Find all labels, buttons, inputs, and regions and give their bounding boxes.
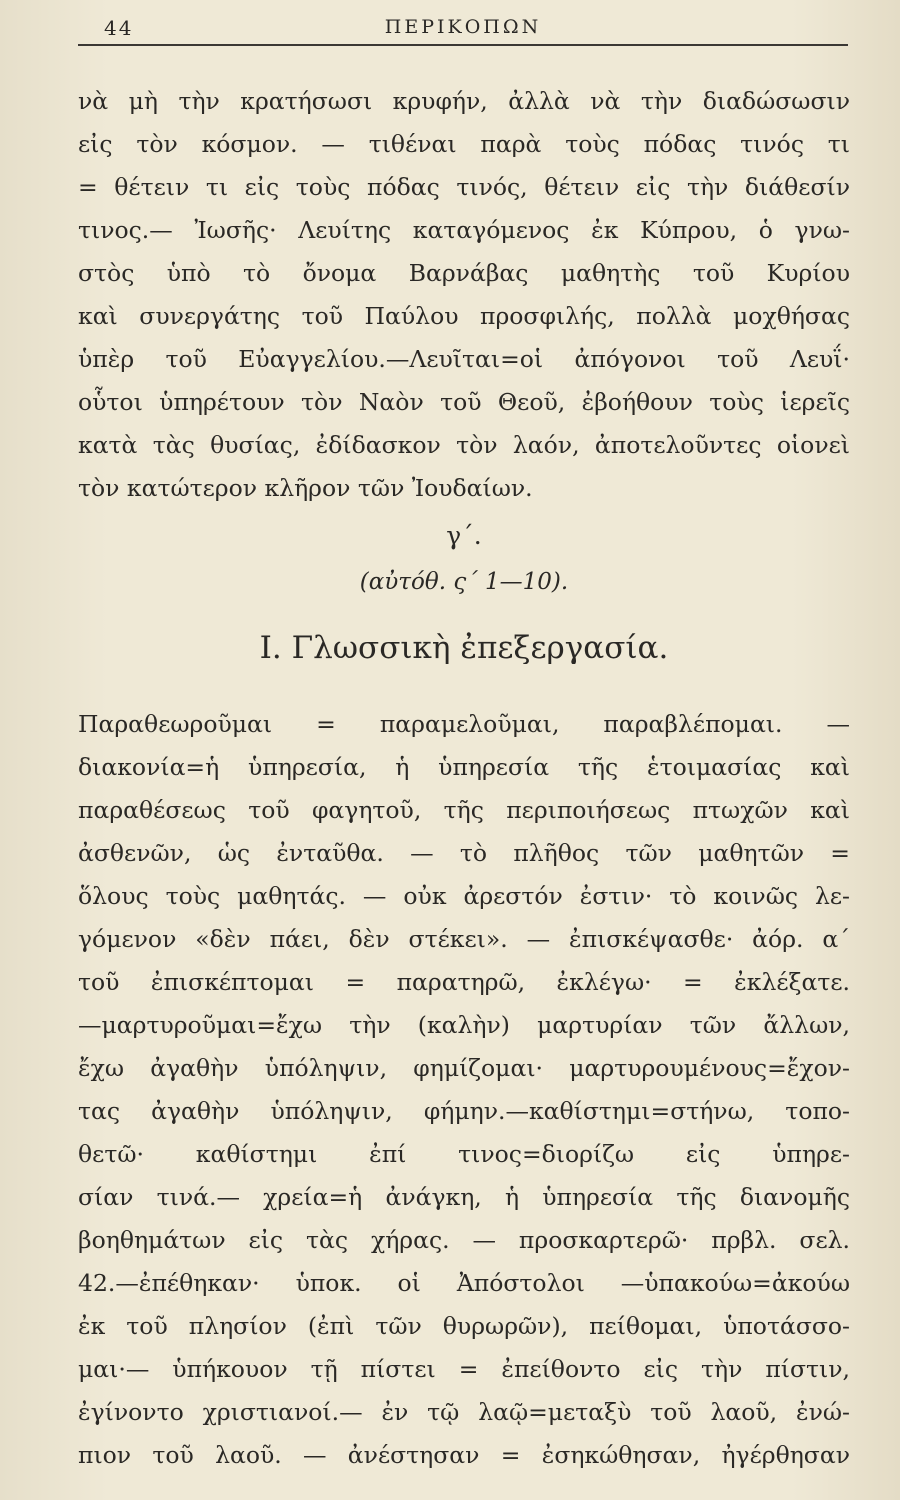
page-number: 44: [104, 16, 134, 40]
text-line: ὑπὲρ τοῦ Εὐαγγελίου.—Λευῖται=οἱ ἀπόγονοι τοῦ Λευΐ·: [78, 345, 850, 373]
text-line: μαι·— ὑπήκουον τῇ πίστει = ἐπείθοντο εἰς τὴν πίστιν,: [78, 1355, 850, 1383]
source-reference: (αὐτόθ. ς΄ 1—10).: [359, 569, 569, 595]
text-line: εἰς τὸν κόσμον. — τιθέναι παρὰ τοὺς πόδας τινός τι: [78, 130, 850, 158]
text-line: ἐγίνοντο χριστιανοί.— ἐν τῷ λαῷ=μεταξὺ τοῦ λαοῦ, ἐνώ-: [78, 1398, 850, 1426]
section-title: Ι. Γλωσσικὴ ἐπεξεργασία.: [259, 632, 669, 664]
text-line: —μαρτυροῦμαι=ἔχω τὴν (καλὴν) μαρτυρίαν τῶν ἄλλων,: [78, 1011, 850, 1039]
text-line: ὅλους τοὺς μαθητάς. — οὐκ ἀρεστόν ἐστιν· τὸ κοινῶς λε-: [78, 882, 850, 910]
text-line: τινος.— Ἰωσῆς· Λευίτης καταγόμενος ἐκ Κύπρου, ὁ γνω-: [78, 216, 850, 244]
text-line: σίαν τινά.— χρεία=ἡ ἀνάγκη, ἡ ὑπηρεσία τῆς διανομῆς: [78, 1183, 850, 1211]
text-line: 42.—ἐπέθηκαν· ὑποκ. οἱ Ἀπόστολοι —ὑπακούω=ἀκούω: [78, 1269, 850, 1297]
text-line: οὗτοι ὑπηρέτουν τὸν Ναὸν τοῦ Θεοῦ, ἐβοήθουν τοὺς ἱερεῖς: [78, 388, 850, 416]
page-header: [78, 14, 848, 46]
text-line: πιον τοῦ λαοῦ. — ἀνέστησαν = ἐσηκώθησαν, ἠγέρθησαν: [78, 1441, 850, 1469]
text-line: ἔχω ἀγαθὴν ὑπόληψιν, φημίζομαι· μαρτυρουμένους=ἔχον-: [78, 1054, 850, 1082]
text-line: βοηθημάτων εἰς τὰς χήρας. — προσκαρτερῶ· πρβλ. σελ.: [78, 1226, 850, 1254]
text-line: καὶ συνεργάτης τοῦ Παύλου προσφιλής, πολλὰ μοχθήσας: [78, 302, 850, 330]
text-line: τας ἀγαθὴν ὑπόληψιν, φήμην.—καθίστημι=στήνω, τοπο-: [78, 1097, 850, 1125]
text-line: γόμενον «δὲν πάει, δὲν στέκει». — ἐπισκέψασθε· ἀόρ. α΄: [78, 925, 850, 953]
running-head: ΠΕΡΙΚΟΠΩΝ: [384, 16, 542, 38]
text-line: διακονία=ἡ ὑπηρεσία, ἡ ὑπηρεσία τῆς ἑτοιμασίας καὶ: [78, 753, 850, 781]
text-line: θετῶ· καθίστημι ἐπί τινος=διορίζω εἰς ὑπηρε-: [78, 1140, 850, 1168]
text-line: παραθέσεως τοῦ φαγητοῦ, τῆς περιποιήσεως πτωχῶν καὶ: [78, 796, 850, 824]
section-letter: γ΄.: [446, 521, 482, 550]
text-line: = θέτειν τι εἰς τοὺς πόδας τινός, θέτειν εἰς τὴν διάθεσίν: [78, 173, 850, 201]
text-line: τοῦ ἐπισκέπτομαι = παρατηρῶ, ἐκλέγω· = ἐκλέξατε.: [78, 968, 850, 996]
text-line: ἐκ τοῦ πλησίον (ἐπὶ τῶν θυρωρῶν), πείθομαι, ὑποτάσσο-: [78, 1312, 850, 1340]
text-line: Παραθεωροῦμαι = παραμελοῦμαι, παραβλέπομαι. —: [78, 710, 850, 738]
text-line: νὰ μὴ τὴν κρατήσωσι κρυφήν, ἀλλὰ νὰ τὴν διαδώσωσιν: [78, 87, 850, 115]
text-line: κατὰ τὰς θυσίας, ἐδίδασκον τὸν λαόν, ἀποτελοῦντες οἱονεὶ: [78, 431, 850, 459]
text-line: ἀσθενῶν, ὡς ἐνταῦθα. — τὸ πλῆθος τῶν μαθητῶν =: [78, 839, 850, 867]
text-line: στὸς ὑπὸ τὸ ὄνομα Βαρνάβας μαθητὴς τοῦ Κυρίου: [78, 259, 850, 287]
text-line: τὸν κατώτερον κλῆρον τῶν Ἰουδαίων.: [78, 474, 533, 502]
